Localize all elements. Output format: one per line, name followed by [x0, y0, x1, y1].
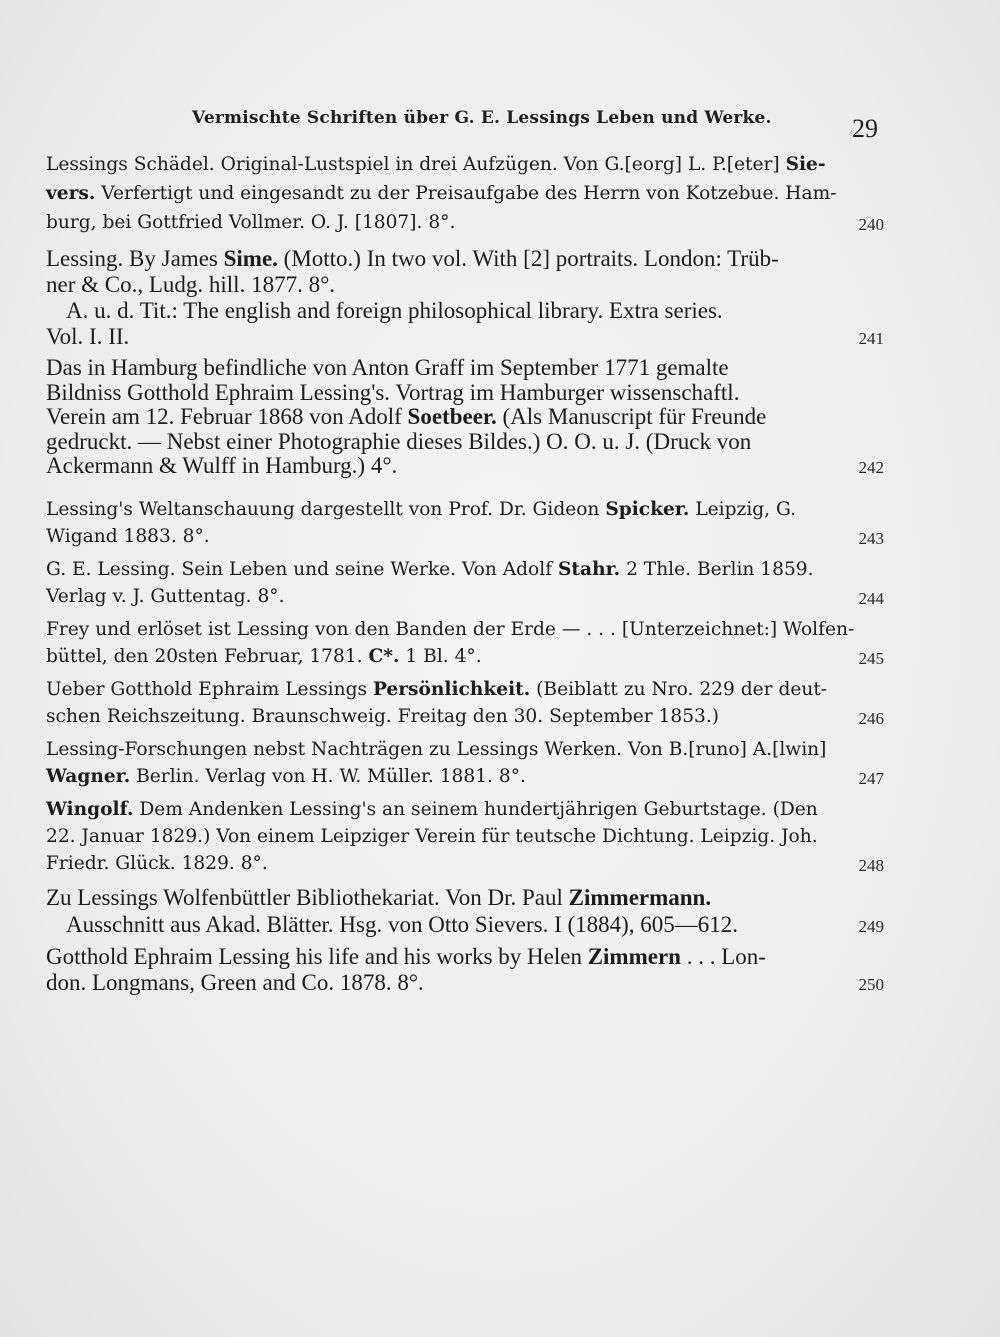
entry-text: Ausschnitt aus Akad. Blätter. Hsg. von Otto Sievers. I (1884), 605—612. [66, 912, 739, 937]
entry-text: 2 Thle. Berlin 1859. [620, 559, 814, 580]
bibliography-entry [46, 796, 884, 877]
entry-line [46, 970, 884, 996]
entry-line [46, 356, 884, 381]
entry-line [46, 556, 884, 583]
entry-number: 250 [858, 975, 884, 994]
entry-text: Lessings Schädel. Original-Lustspiel in drei Aufzügen. Von G.[eorg] L. P.[eter] [46, 154, 786, 175]
entry-number: 246 [858, 709, 884, 728]
entry-line [46, 763, 884, 790]
entry-number: 245 [858, 649, 884, 668]
entry-line [46, 703, 884, 730]
entry-number: 240 [858, 215, 884, 234]
entry-text: . . . Lon- [680, 944, 766, 969]
entry-line [46, 944, 884, 970]
entry-text: gedruckt. — Nebst einer Photographie dieses Bildes.) O. O. u. J. (Druck von [46, 428, 752, 454]
entry-line [46, 583, 884, 610]
entry-number: 247 [858, 769, 884, 788]
entry-text: Verfertigt und eingesandt zu der Preisaufgabe des Herrn von Kotzebue. Ham- [95, 183, 837, 204]
entry-text: Wigand 1883. 8°. [46, 526, 210, 547]
author-name: Persönlichkeit. [372, 679, 531, 700]
entry-line [46, 381, 884, 406]
author-name: Wagner. [46, 766, 131, 787]
entry-text: Ackermann & Wulff in Hamburg.) 4°. [46, 453, 398, 478]
entry-text: (Beiblatt zu Nro. 229 der deut- [530, 679, 828, 700]
entry-line [46, 298, 884, 324]
entry-line [46, 405, 884, 430]
entry-line [46, 823, 884, 850]
entry-text: (Als Manuscript für Freunde [496, 404, 767, 429]
entry-line [46, 643, 884, 670]
bibliography-entry [46, 616, 884, 670]
entry-text: Dem Andenken Lessing's an seinem hundertjährigen Geburtstage. (Den [133, 799, 818, 820]
entry-number: 243 [858, 529, 884, 548]
bibliography-entry [46, 356, 884, 479]
bibliography-entry [46, 496, 884, 550]
entry-text: Gotthold Ephraim Lessing his life and his works by Helen [46, 944, 588, 969]
entry-text: Frey und erlöset ist Lessing von den Banden der Erde — . . . [Unterzeichnet:] Wolfen- [46, 619, 855, 640]
running-head: Vermischte Schriften über G. E. Lessings Leben und Werke. [192, 108, 772, 128]
entry-text: 1 Bl. 4°. [399, 646, 482, 667]
entry-number: 242 [858, 458, 884, 477]
entry-number: 248 [858, 856, 884, 875]
author-name: Sime. [223, 246, 278, 271]
entry-text: ner & Co., Ludg. hill. 1877. 8°. [46, 272, 336, 297]
entry-text: Berlin. Verlag von H. W. Müller. 1881. 8°. [130, 766, 526, 787]
entry-text: Lessing. By James [46, 246, 224, 271]
entry-line [46, 523, 884, 550]
entry-text: Bildniss Gotthold Ephraim Lessing's. Vortrag im Hamburger wissenschaftl. [46, 379, 740, 405]
entry-line [46, 179, 884, 208]
entry-text: schen Reichszeitung. Braunschweig. Freitag den 30. September 1853.) [46, 706, 720, 727]
entry-line [46, 911, 884, 938]
entry-line [46, 208, 884, 237]
entry-number: 249 [858, 917, 884, 936]
entry-line [46, 496, 884, 523]
author-name: Soetbeer. [407, 404, 497, 429]
entry-line [46, 246, 884, 272]
entry-text: burg, bei Gottfried Vollmer. O. J. [1807]. 8°. [46, 212, 456, 233]
entry-line [46, 884, 884, 911]
entry-text: don. Longmans, Green and Co. 1878. 8°. [46, 970, 424, 995]
entry-text: Zu Lessings Wolfenbüttler Bibliothekariat. Von Dr. Paul [46, 885, 569, 910]
entry-text: büttel, den 20sten Februar, 1781. [46, 646, 369, 667]
author-name: Zimmern [587, 944, 681, 969]
entry-text: Leipzig, G. [689, 499, 797, 520]
entry-text: Vol. I. II. [46, 324, 130, 349]
author-name: Spicker. [605, 499, 690, 520]
entry-text: Verein am 12. Februar 1868 von Adolf [46, 404, 408, 429]
author-name: Sie- [785, 154, 826, 175]
entry-text: Das in Hamburg befindliche von Anton Graff im September 1771 gemalte [46, 355, 729, 380]
entry-number: 244 [858, 589, 884, 608]
entry-text: G. E. Lessing. Sein Leben und seine Werke. Von Adolf [46, 559, 558, 580]
bibliography-entry [46, 884, 884, 938]
entry-text: Ueber Gotthold Ephraim Lessings [46, 679, 373, 700]
entry-line [46, 736, 884, 763]
entry-line [46, 150, 884, 179]
entry-number: 241 [858, 329, 884, 348]
entry-text: A. u. d. Tit.: The english and foreign philosophical library. Extra series. [66, 298, 723, 323]
entry-text: Verlag v. J. Guttentag. 8°. [46, 586, 285, 607]
author-name: vers. [46, 183, 96, 204]
entry-text: 22. Januar 1829.) Von einem Leipziger Verein für teutsche Dichtung. Leipzig. Joh. [46, 826, 818, 847]
entry-line [46, 324, 884, 350]
bibliography-entry [46, 736, 884, 790]
author-name: Stahr. [558, 559, 621, 580]
entry-text: Lessing-Forschungen nebst Nachträgen zu Lessings Werken. Von B.[runo] A.[lwin] [46, 739, 827, 760]
entry-line [46, 430, 884, 455]
bibliography-entry [46, 944, 884, 996]
bibliography-entry [46, 676, 884, 730]
bibliography-entry [46, 246, 884, 350]
page-number: 29 [852, 114, 878, 143]
entry-line [46, 850, 884, 877]
author-name: Wingolf. [46, 799, 134, 820]
bibliography-entry [46, 556, 884, 610]
author-name: C*. [368, 646, 400, 667]
entry-text: (Motto.) In two vol. With [2] portraits. London: Trüb- [277, 246, 779, 271]
entry-line [46, 454, 884, 479]
entry-line [46, 272, 884, 298]
author-name: Zimmermann. [568, 885, 712, 910]
entry-line [46, 796, 884, 823]
entry-text: Lessing's Weltanschauung dargestellt von Prof. Dr. Gideon [46, 499, 606, 520]
entry-line [46, 616, 884, 643]
entry-text: Friedr. Glück. 1829. 8°. [46, 853, 268, 874]
bibliography-entry [46, 150, 884, 237]
entry-line [46, 676, 884, 703]
